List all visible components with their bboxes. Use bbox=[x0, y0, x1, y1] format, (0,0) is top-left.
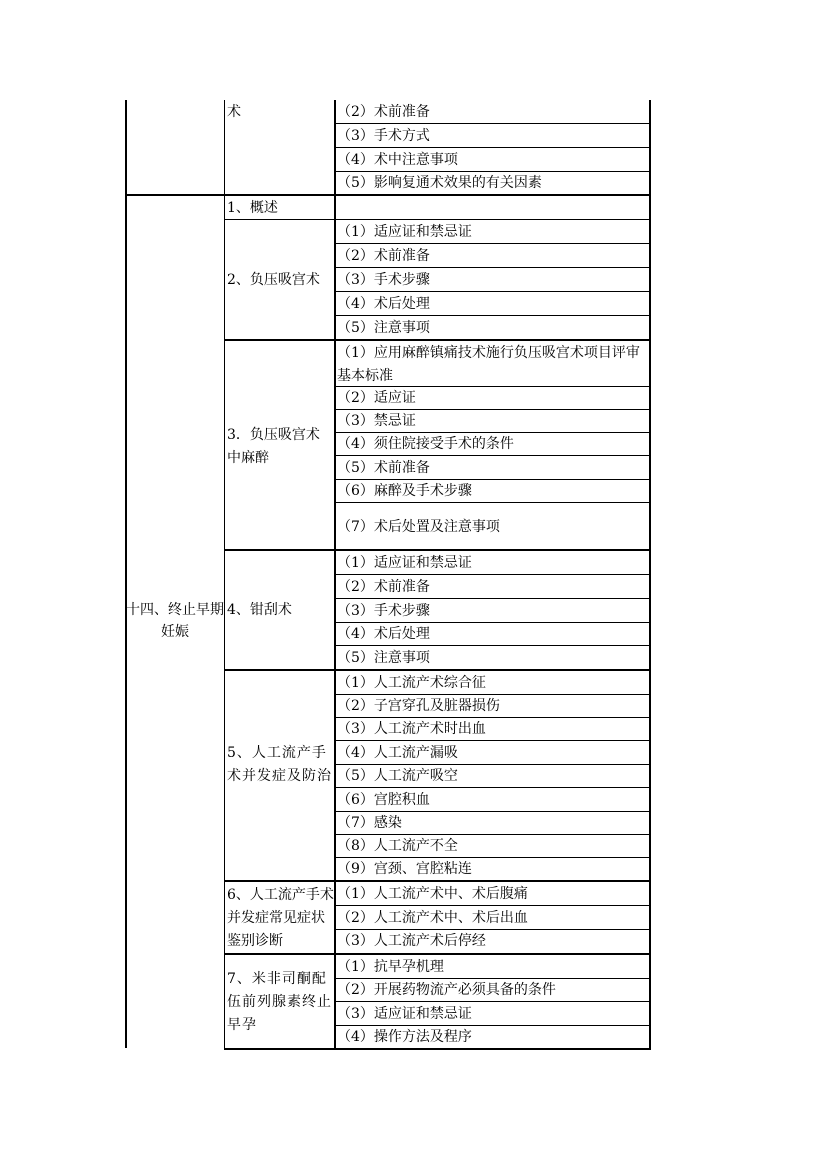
item-text: （2）术前准备 bbox=[337, 104, 430, 120]
item-text: （3）人工流产术后停经 bbox=[337, 933, 486, 949]
item-text: （4）操作方法及程序 bbox=[337, 1029, 472, 1045]
topic-divider bbox=[225, 339, 651, 341]
item-text: （3）人工流产术时出血 bbox=[337, 721, 486, 737]
item-text: （7）术后处置及注意事项 bbox=[337, 519, 500, 535]
topic-title: 1、概述 bbox=[227, 200, 278, 216]
topic-divider bbox=[225, 669, 651, 671]
topic-title: 5、人工流产手术并发症及防治 bbox=[227, 745, 332, 784]
item-text: （3）手术步骤 bbox=[337, 272, 430, 288]
item-text: （6）宫腔积血 bbox=[337, 792, 430, 808]
item-text: （3）适应证和禁忌证 bbox=[337, 1006, 472, 1022]
item-text: （4）人工流产漏吸 bbox=[337, 745, 458, 761]
chapter-title: 十四、终止早期妊娠 bbox=[126, 602, 224, 640]
column-divider-1 bbox=[224, 100, 225, 1050]
item-text: （1）人工流产术中、术后腹痛 bbox=[337, 886, 528, 902]
item-text: （4）术后处理 bbox=[337, 626, 430, 642]
item-text: （1）人工流产术综合征 bbox=[337, 675, 486, 691]
item-text: （4）术中注意事项 bbox=[337, 152, 458, 168]
item-text: （8）人工流产不全 bbox=[337, 838, 458, 854]
topic-title: 4、钳刮术 bbox=[227, 602, 292, 618]
topic-title: 6、人工流产手术并发症常见症状鉴别诊断 bbox=[227, 887, 334, 949]
topic-divider bbox=[225, 549, 651, 551]
item-text: （3）禁忌证 bbox=[337, 413, 416, 429]
item-text: （5）影响复通术效果的有关因素 bbox=[337, 175, 542, 191]
topic-title: 2、负压吸宫术 bbox=[227, 272, 320, 288]
item-text: （9）宫颈、宫腔粘连 bbox=[337, 861, 472, 877]
topic-divider bbox=[225, 219, 651, 220]
item-text: （2）人工流产术中、术后出血 bbox=[337, 910, 528, 926]
item-text: （5）注意事项 bbox=[337, 320, 430, 336]
topic-divider bbox=[225, 953, 651, 955]
item-text: （1）抗早孕机理 bbox=[337, 959, 444, 975]
topic-title: 术 bbox=[227, 104, 241, 120]
item-text: （2）子宫穿孔及脏器损伤 bbox=[337, 698, 500, 714]
item-text: （2）适应证 bbox=[337, 390, 416, 406]
item-text: （2）开展药物流产必须具备的条件 bbox=[337, 982, 556, 998]
item-text: （1）适应证和禁忌证 bbox=[337, 555, 472, 571]
item-text: （7）感染 bbox=[337, 815, 402, 831]
item-text: （4）术后处理 bbox=[337, 296, 430, 312]
item-text: （5）注意事项 bbox=[337, 650, 430, 666]
item-text: （1）适应证和禁忌证 bbox=[337, 224, 472, 240]
item-text: （2）术前准备 bbox=[337, 579, 430, 595]
item-text: （6）麻醉及手术步骤 bbox=[337, 483, 472, 499]
item-text: （2）术前准备 bbox=[337, 248, 430, 264]
item-text: （3）手术方式 bbox=[337, 128, 430, 144]
item-text: （5）人工流产吸空 bbox=[337, 768, 458, 784]
topic-title: 3．负压吸宫术中麻醉 bbox=[227, 427, 320, 466]
item-text: （4）须住院接受手术的条件 bbox=[337, 436, 514, 452]
item-text: （3）手术步骤 bbox=[337, 603, 430, 619]
item-text: （5）术前准备 bbox=[337, 460, 430, 476]
table-border-left bbox=[125, 100, 127, 1048]
topic-title: 7、米非司酮配伍前列腺素终止早孕 bbox=[227, 971, 332, 1033]
item-text: （1）应用麻醉镇痛技术施行负压吸宫术项目评审基本标准 bbox=[337, 345, 640, 384]
